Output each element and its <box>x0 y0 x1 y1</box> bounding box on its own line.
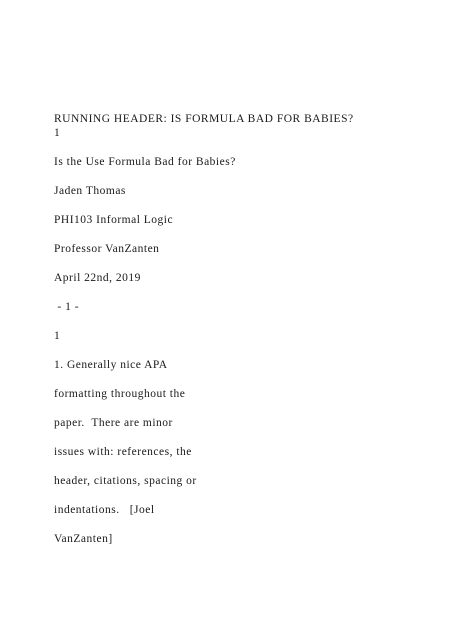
author-name: Jaden Thomas <box>54 185 126 197</box>
running-header: RUNNING HEADER: IS FORMULA BAD FOR BABIES? <box>54 113 354 125</box>
course-name: PHI103 Informal Logic <box>54 214 174 226</box>
professor-name: Professor VanZanten <box>54 243 160 255</box>
document-title: Is the Use Formula Bad for Babies? <box>54 156 236 168</box>
comment-marker: 1 <box>54 330 61 342</box>
submission-date: April 22nd, 2019 <box>54 272 141 284</box>
comment-line: issues with: references, the <box>54 446 192 458</box>
comment-line: indentations. [Joel <box>54 504 155 516</box>
comment-line: VanZanten] <box>54 533 113 545</box>
comment-line: 1. Generally nice APA <box>54 359 168 371</box>
header-page-number: 1 <box>54 127 61 139</box>
comment-line: formatting throughout the <box>54 388 186 400</box>
page-marker: - 1 - <box>54 301 80 313</box>
comment-line: paper. There are minor <box>54 417 173 429</box>
comment-line: header, citations, spacing or <box>54 475 197 487</box>
